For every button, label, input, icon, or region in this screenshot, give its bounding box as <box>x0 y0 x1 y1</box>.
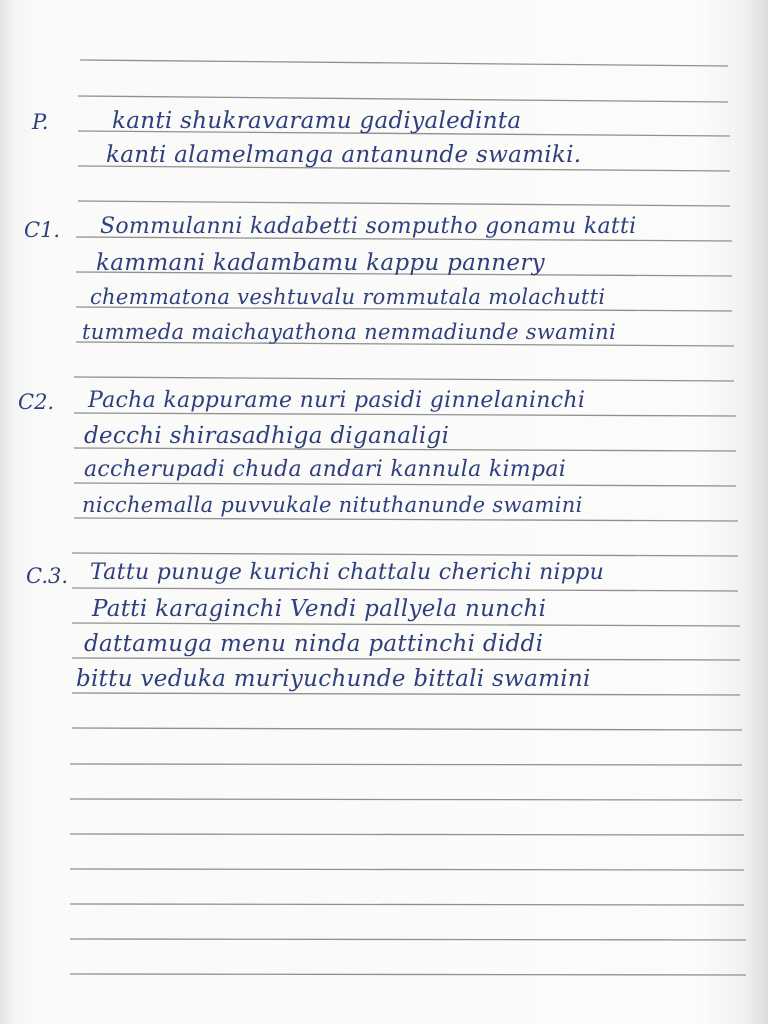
lyric-line: Patti karaginchi Vendi pallyela nunchi <box>92 596 547 622</box>
lyric-line: kammani kadambamu kappu pannery <box>96 250 545 276</box>
lyric-line: bittu veduka muriyuchunde bittali swamini <box>76 666 591 692</box>
lyric-line: dattamuga menu ninda pattinchi diddi <box>84 631 544 657</box>
lyric-line: nicchemalla puvvukale nituthanunde swamini <box>82 493 583 517</box>
stanza-label-c2: C2. <box>18 390 55 414</box>
lyric-line: Sommulanni kadabetti somputho gonamu katti <box>100 214 637 239</box>
stanza-label-c3: C.3. <box>26 564 69 588</box>
lyric-line: Tattu punuge kurichi chattalu cherichi nippu <box>90 560 605 585</box>
lyric-line: accherupadi chuda andari kannula kimpai <box>84 457 567 482</box>
lyric-line: tummeda maichayathona nemmadiunde swamini <box>82 320 617 344</box>
lyric-line: chemmatona veshtuvalu rommutala molachutti <box>90 285 606 309</box>
lyric-line: Pacha kappurame nuri pasidi ginnelaninchi <box>88 388 586 413</box>
stanza-label-c1: C1. <box>24 218 61 242</box>
stanza-label-p: P. <box>32 110 49 134</box>
lyric-line: kanti shukravaramu gadiyaledinta <box>112 108 522 134</box>
lyric-line: decchi shirasadhiga diganaligi <box>84 423 450 449</box>
lyric-line: kanti alamelmanga antanunde swamiki. <box>106 142 582 168</box>
